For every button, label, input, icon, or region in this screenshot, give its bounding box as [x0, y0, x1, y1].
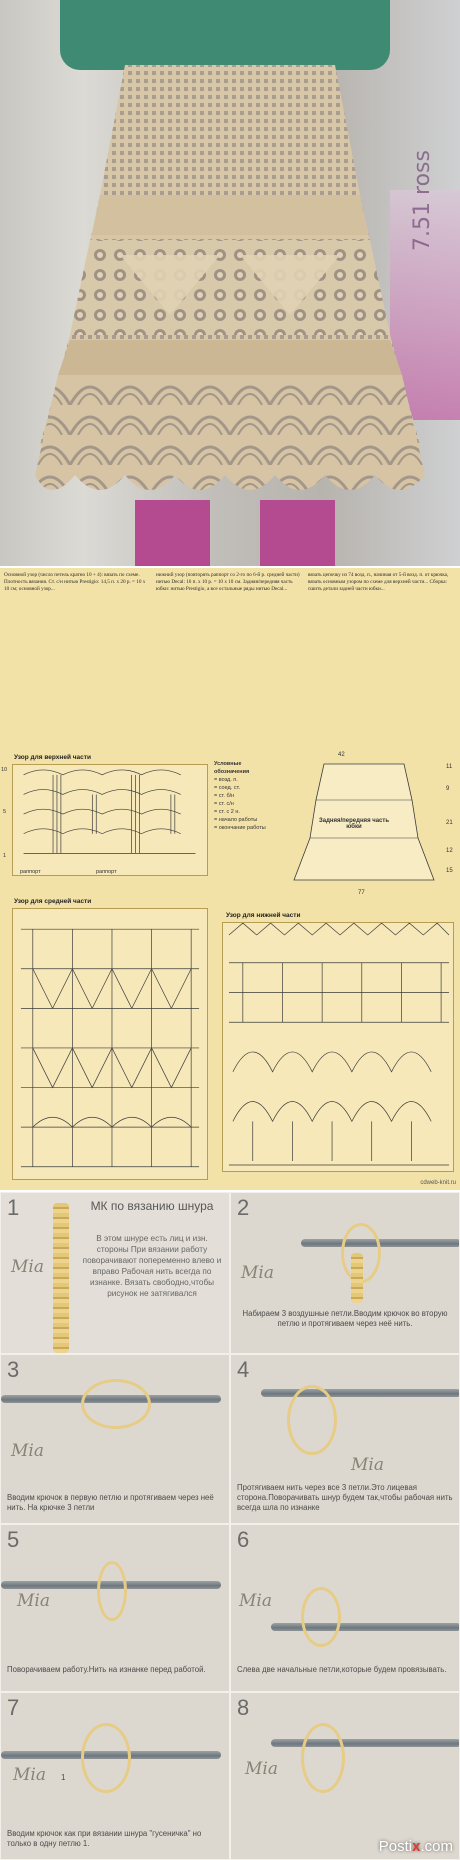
yarn-chain — [351, 1253, 363, 1303]
panel-bottom-width: 77 — [358, 890, 365, 896]
step-caption: Поворачиваем работу.Нить на изнанке перед работой. — [7, 1665, 206, 1674]
legend-title: Условные обозначения — [214, 761, 250, 775]
step-caption: Слева две начальные петли,которые будем провязывать. — [237, 1665, 447, 1674]
mia-watermark: Mia — [351, 1455, 384, 1475]
step-number: 5 — [7, 1527, 20, 1552]
yarn-loops — [81, 1723, 131, 1793]
yarn-loops — [81, 1379, 151, 1429]
row-number-middle: 5 — [3, 809, 7, 815]
row-number-upper: 10 — [1, 767, 8, 773]
step-number: 4 — [237, 1357, 250, 1382]
legend-item: = возд. п. — [214, 777, 238, 783]
watermark-prefix: Posti — [378, 1838, 413, 1855]
yarn-loops — [97, 1561, 127, 1621]
step-caption: Набираем 3 воздушные петли.Вводим крючок во вторую петлю и протягиваем через неё нить. — [242, 1309, 448, 1328]
instructions-column-3: вязать цепочку из 74 возд. п., начиная от 5-й возд. п. от крючка, вязать основным узором по схеме для верхней части... Сборка: сшить детали задней части юбки... — [308, 572, 449, 592]
lower-chart — [222, 922, 454, 1172]
legend-item: = ст. б/н — [214, 793, 235, 799]
upper-chart-title: Узор для верхней части — [14, 754, 91, 761]
upper-chart — [12, 764, 208, 876]
step-number: 3 — [7, 1357, 20, 1382]
background-handwriting: 7.51 ross — [410, 150, 435, 251]
crochet-hook — [271, 1623, 460, 1631]
panel-top-width: 42 — [338, 752, 345, 758]
step-tile-4 — [230, 1354, 460, 1524]
panel-label: Задняя/передняя часть юбки — [318, 818, 390, 830]
step-tile-7 — [0, 1692, 230, 1860]
step-number: 6 — [237, 1527, 250, 1552]
legend-item: = ст. с 2 н. — [214, 809, 240, 815]
middle-chart-title: Узор для средней части — [14, 898, 92, 905]
step-tile-6 — [230, 1524, 460, 1692]
lower-chart-title: Узор для нижней части — [226, 912, 301, 919]
cord-tutorial — [0, 1192, 460, 1860]
site-watermark — [379, 1838, 453, 1855]
step-tile-2 — [230, 1192, 460, 1354]
watermark-accent: x — [412, 1838, 421, 1855]
panel-side-measure: 9 — [446, 786, 450, 792]
mia-watermark: Mia — [17, 1591, 50, 1611]
finished-cord — [53, 1203, 69, 1353]
instructions-column-2: нижний узор (повторять раппорт со 2-го по 6-й р. средней части) нитью Decal: 16 п. x 10 р. = 10 х 10 см. Задняя/передняя часть юбки: нитью Prestigio, а все остальные ряды нитью Decal... — [156, 572, 300, 592]
step-tile-1 — [0, 1192, 230, 1354]
row-number-lower: 1 — [3, 853, 7, 859]
pattern-watermark: cdweb-knit.ru — [420, 1180, 456, 1186]
mia-watermark: Mia — [239, 1591, 272, 1611]
legend-item: = окончание работы — [214, 825, 266, 831]
loop-marker: 1 — [61, 1773, 66, 1782]
legend-item: = начало работы — [214, 817, 258, 823]
yarn-loops — [301, 1587, 341, 1647]
panel-side-measure: 21 — [446, 820, 453, 826]
panel-side-measure: 11 — [446, 764, 453, 770]
step-number: 8 — [237, 1695, 250, 1720]
step-tile-3 — [0, 1354, 230, 1524]
step-number: 1 — [7, 1195, 20, 1220]
step-caption: Вводим крючок в первую петлю и протягиваем через неё нить. На крючке 3 петли — [7, 1493, 214, 1512]
step-caption: Вводим крючок как при вязании шнура "гусеничка" но только в одну петлю 1. — [7, 1829, 202, 1848]
instructions-column-1: Основной узор (число петель кратно 10 + 4): вязать по схеме. Плотность вязания. Ст. с/н нитью Prestigio: 14,5 п. х 20 р. = 10 х 10 см; основной узор... — [4, 572, 146, 592]
mia-watermark: Mia — [11, 1441, 44, 1461]
step-tile-5 — [0, 1524, 230, 1692]
tutorial-intro: В этом шнуре есть лиц и изн. стороны При вязании работу поворачивают попеременно влево и вправо Рабочая нить всегда по изнанке. Вязать свободно,чтобы рисунок не затягивался — [82, 1234, 222, 1298]
mia-watermark: Mia — [245, 1759, 278, 1779]
legend — [214, 760, 274, 832]
step-caption: Протягиваем нить через все 3 петли.Это лицевая сторона.Поворачивать шнур будем так,чтобы рабочая нить всегда шла по изнанке — [237, 1483, 453, 1512]
crochet-hook — [261, 1389, 460, 1397]
panel-side-measure: 12 — [446, 848, 453, 854]
panel-side-measure: 15 — [446, 868, 453, 874]
mia-watermark: Mia — [11, 1257, 44, 1277]
pattern-page — [0, 568, 460, 1190]
legend-item: = ст. с/н — [214, 801, 234, 807]
step-tile-8 — [230, 1692, 460, 1860]
mia-watermark: Mia — [241, 1263, 274, 1283]
tutorial-title: МК по вязанию шнура — [90, 1199, 214, 1213]
legend-item: = соед. ст. — [214, 785, 241, 791]
yarn-loops — [287, 1385, 337, 1455]
step-number: 7 — [7, 1695, 20, 1720]
step-number: 2 — [237, 1195, 250, 1220]
yarn-loops — [301, 1723, 345, 1793]
middle-chart — [12, 908, 208, 1180]
mia-watermark: Mia — [13, 1765, 46, 1785]
rapport-label-2: раппорт — [96, 869, 117, 875]
crochet-skirt — [30, 45, 430, 525]
skirt-photo — [0, 0, 460, 566]
watermark-suffix: .com — [420, 1838, 453, 1855]
crochet-hook — [271, 1739, 460, 1747]
rapport-label-1: раппорт — [20, 869, 41, 875]
